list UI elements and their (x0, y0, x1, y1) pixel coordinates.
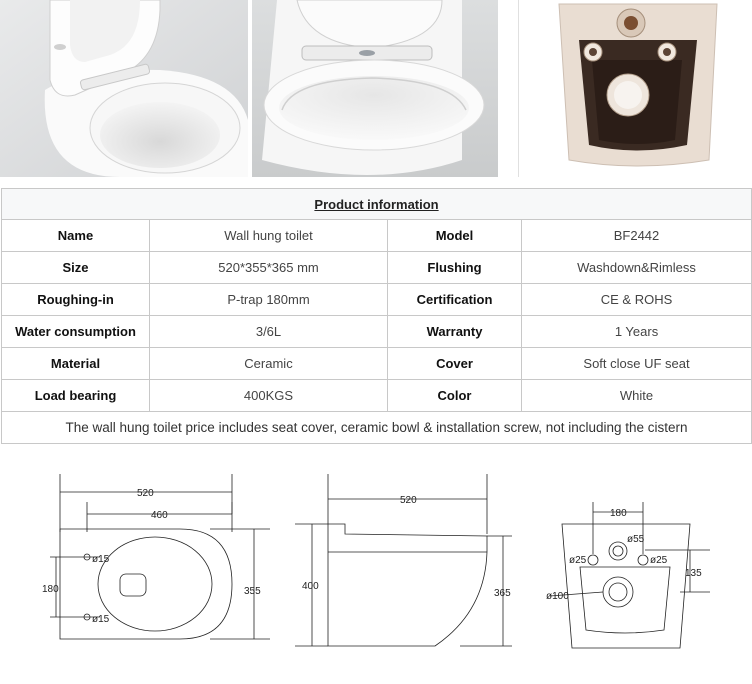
dim-width-520-side: 520 (400, 495, 417, 506)
dim-width-180: 180 (610, 508, 627, 519)
dim-hole-25-right: ø25 (650, 555, 668, 566)
value-size: 520*355*365 mm (150, 252, 388, 284)
label-material: Material (2, 348, 150, 380)
dim-hole-25-left: ø25 (569, 555, 587, 566)
side-view-drawing (290, 462, 515, 662)
label-roughing-in: Roughing-in (2, 284, 150, 316)
dim-width-460: 460 (151, 510, 168, 521)
dim-height-365: 365 (494, 588, 511, 599)
label-water-consumption: Water consumption (2, 316, 150, 348)
dim-height-180: 180 (42, 584, 59, 595)
label-load-bearing: Load bearing (2, 380, 150, 412)
dim-hole-15-bottom: ø15 (92, 614, 110, 625)
table-row (2, 220, 752, 252)
label-certification: Certification (388, 284, 522, 316)
label-flushing: Flushing (388, 252, 522, 284)
dim-height-135: 135 (685, 568, 702, 579)
value-load-bearing: 400KGS (150, 380, 388, 412)
value-model: BF2442 (522, 220, 752, 252)
table-note: The wall hung toilet price includes seat cover, ceramic bowl & installation screw, not including the cistern (2, 412, 752, 444)
dim-outlet-100: ø100 (546, 591, 569, 602)
value-water-consumption: 3/6L (150, 316, 388, 348)
table-row (2, 380, 752, 412)
product-info-table (1, 188, 752, 444)
label-name: Name (2, 220, 150, 252)
top-view-drawing (40, 462, 280, 662)
value-warranty: 1 Years (522, 316, 752, 348)
dim-hole-15-top: ø15 (92, 554, 110, 565)
value-color: White (522, 380, 752, 412)
toilet-seat-open-photo (0, 0, 248, 177)
value-cover: Soft close UF seat (522, 348, 752, 380)
table-row (2, 316, 752, 348)
toilet-bowl-rimless-photo (252, 0, 498, 177)
product-photos (0, 0, 752, 180)
table-row (2, 348, 752, 380)
value-material: Ceramic (150, 348, 388, 380)
label-model: Model (388, 220, 522, 252)
back-view-drawing (540, 462, 750, 662)
dim-width-520: 520 (137, 488, 154, 499)
label-warranty: Warranty (388, 316, 522, 348)
value-certification: CE & ROHS (522, 284, 752, 316)
toilet-underside-photo (517, 0, 752, 177)
label-color: Color (388, 380, 522, 412)
dim-pipe-55: ø55 (627, 534, 645, 545)
value-roughing-in: P-trap 180mm (150, 284, 388, 316)
value-name: Wall hung toilet (150, 220, 388, 252)
label-cover: Cover (388, 348, 522, 380)
table-title: Product information (2, 189, 752, 220)
dim-depth-355: 355 (244, 586, 261, 597)
value-flushing: Washdown&Rimless (522, 252, 752, 284)
table-row (2, 252, 752, 284)
dim-height-400: 400 (302, 581, 319, 592)
table-row (2, 284, 752, 316)
label-size: Size (2, 252, 150, 284)
